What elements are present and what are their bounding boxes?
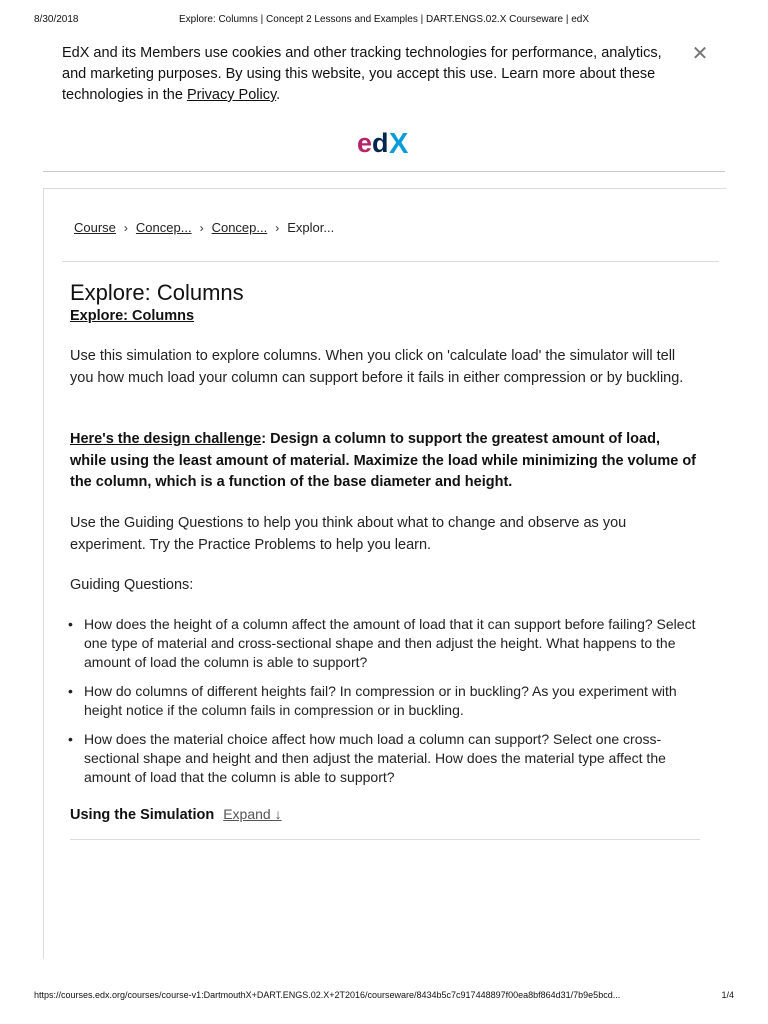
logo-letter-e: e	[357, 128, 373, 156]
print-page-number: 1/4	[721, 990, 734, 1000]
privacy-policy-link[interactable]: Privacy Policy	[186, 87, 277, 103]
breadcrumb-concept-subsection[interactable]: Concep...	[211, 220, 268, 235]
header-divider	[43, 171, 725, 172]
simulation-section	[70, 806, 282, 823]
cookie-banner	[62, 43, 682, 106]
logo-letter-x: X	[389, 128, 409, 156]
unit-title: Explore: Columns	[70, 280, 244, 305]
print-page-title: Explore: Columns | Concept 2 Lessons and Examples | DART.ENGS.02.X Courseware | edX	[178, 14, 590, 25]
design-challenge-label: Here's the design challenge	[70, 431, 262, 447]
guiding-questions-list	[70, 615, 710, 797]
chevron-right-icon: ›	[275, 220, 280, 235]
print-footer	[34, 990, 734, 1004]
intro-paragraph: Use this simulation to explore columns. When you click on 'calculate load' the simulator will tell you how much load your column can support before it fails in either compression or by buckling.	[70, 348, 684, 386]
expand-button[interactable]: Expand ↓	[223, 806, 282, 822]
logo-letter-d: d	[372, 128, 389, 156]
close-icon[interactable]: ✕	[691, 43, 709, 65]
edx-logo[interactable]	[356, 128, 414, 156]
breadcrumb-current: Explor...	[287, 220, 335, 235]
question-text: How do columns of different heights fail? In compression or in buckling? As you experiment with height notice if the column fails in compression or in buckling.	[84, 683, 677, 718]
guiding-questions-heading: Guiding Questions:	[70, 577, 194, 593]
breadcrumb-divider	[62, 261, 719, 262]
question-text: How does the height of a column affect the amount of load that it can support before failing? Select one type of material and cross-sectional shape and then adjust the height. What happens to the amount of load the column is able to support?	[84, 616, 696, 670]
design-challenge-paragraph	[70, 429, 700, 494]
section-divider	[70, 839, 700, 840]
design-challenge-text: : Design a column to support the greatest amount of load, while using the least amount of material. Maximize the load while minimizing the volume of the column, which is a function of the base diameter and height.	[70, 431, 697, 490]
list-item	[70, 730, 710, 787]
list-item	[70, 682, 710, 720]
bullet-icon: •	[68, 616, 73, 632]
cookie-banner-text: EdX and its Members use cookies and other tracking technologies for performance, analytics, and marketing purposes. By using this website, you accept this use. Learn more about these technologies in the	[62, 45, 662, 103]
chevron-right-icon: ›	[123, 220, 128, 235]
breadcrumb	[74, 220, 334, 235]
bullet-icon: •	[68, 683, 73, 699]
print-date: 8/30/2018	[34, 14, 79, 25]
question-text: How does the material choice affect how much load a column can support? Select one cross-sectional shape and height and then adjust the material. How does the material type affect the amount of load that the column is able to support?	[84, 731, 666, 785]
breadcrumb-course[interactable]: Course	[74, 220, 116, 235]
cookie-banner-text-end: .	[276, 87, 281, 103]
component-title: Explore: Columns	[70, 308, 195, 324]
print-url: https://courses.edx.org/courses/course-v1:DartmouthX+DART.ENGS.02.X+2T2016/courseware/8434b5c7c917448897f00ea8bf864d31/7b9e5bcd...	[34, 990, 621, 1000]
chevron-right-icon: ›	[199, 220, 204, 235]
print-header	[34, 14, 734, 30]
guiding-intro-paragraph: Use the Guiding Questions to help you think about what to change and observe as you experiment. Try the Practice Problems to help you learn.	[70, 515, 627, 553]
breadcrumb-concept-section[interactable]: Concep...	[135, 220, 192, 235]
list-item	[70, 615, 710, 672]
bullet-icon: •	[68, 731, 73, 747]
simulation-heading: Using the Simulation	[70, 807, 215, 823]
